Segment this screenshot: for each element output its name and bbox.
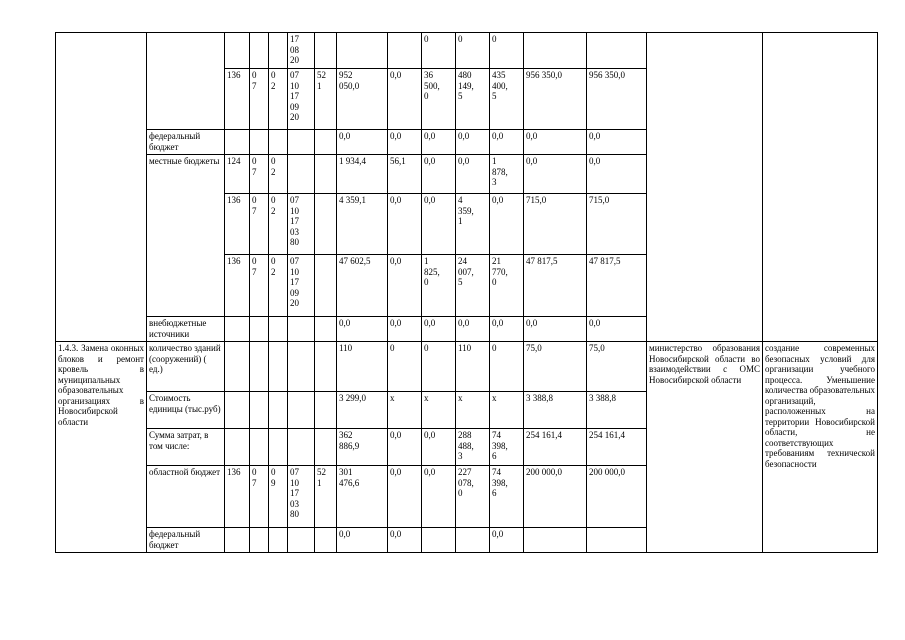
y2020-cell: 0,0	[490, 130, 524, 155]
pr-cell: 0 2	[269, 69, 288, 130]
indicator-cell: федеральный бюджет	[147, 130, 225, 155]
y2020-cell: 0,0	[490, 317, 524, 342]
y2020-cell: х	[490, 392, 524, 429]
y2018-cell: х	[422, 392, 456, 429]
y2017-cell: 0,0	[388, 130, 422, 155]
y2018-cell: 0,0	[422, 429, 456, 466]
y2018-cell	[422, 528, 456, 553]
y2017-cell: 0	[388, 342, 422, 392]
y2017-cell: 0,0	[388, 69, 422, 130]
y2019-cell: 110	[456, 342, 490, 392]
y2022-cell: 0,0	[587, 317, 647, 342]
y2017-cell: х	[388, 392, 422, 429]
indicator-cell: Стоимость единицы (тыс.руб)	[147, 392, 225, 429]
total-cell: 952 050,0	[337, 69, 388, 130]
grbs-cell: 136	[225, 69, 250, 130]
pr-cell: 0 2	[269, 255, 288, 317]
y2018-cell: 0,0	[422, 317, 456, 342]
y2020-cell: 1 878, 3	[490, 155, 524, 194]
rz-cell	[250, 392, 269, 429]
grbs-cell	[225, 130, 250, 155]
total-cell: 1 934,4	[337, 155, 388, 194]
total-cell: 110	[337, 342, 388, 392]
total-cell: 0,0	[337, 130, 388, 155]
indicator-cell: Сумма затрат, в том числе:	[147, 429, 225, 466]
y2022-cell	[587, 528, 647, 553]
y2021-cell	[524, 528, 587, 553]
y2019-cell: 0	[456, 33, 490, 69]
rz-cell: 0 7	[250, 155, 269, 194]
y2022-cell: 715,0	[587, 194, 647, 255]
y2020-cell: 74 398, 6	[490, 466, 524, 528]
vr-cell	[315, 155, 337, 194]
total-cell: 362 886,9	[337, 429, 388, 466]
y2020-cell: 435 400, 5	[490, 69, 524, 130]
y2019-cell: х	[456, 392, 490, 429]
y2021-cell: 0,0	[524, 317, 587, 342]
y2022-cell: 956 350,0	[587, 69, 647, 130]
y2022-cell: 200 000,0	[587, 466, 647, 528]
csr-cell: 07 10 17 03 80	[288, 194, 315, 255]
y2018-cell: 0,0	[422, 194, 456, 255]
vr-cell: 52 1	[315, 69, 337, 130]
indicator-cell: местные бюджеты	[147, 155, 225, 317]
y2018-cell: 1 825, 0	[422, 255, 456, 317]
event-cell	[56, 33, 147, 342]
y2022-cell: 3 388,8	[587, 392, 647, 429]
vr-cell	[315, 342, 337, 392]
result-cell	[763, 33, 878, 342]
csr-cell	[288, 342, 315, 392]
y2022-cell	[587, 33, 647, 69]
vr-cell	[315, 317, 337, 342]
y2021-cell: 254 161,4	[524, 429, 587, 466]
y2021-cell: 0,0	[524, 130, 587, 155]
y2017-cell	[388, 33, 422, 69]
y2017-cell: 0,0	[388, 317, 422, 342]
y2021-cell: 75,0	[524, 342, 587, 392]
grbs-cell	[225, 33, 250, 69]
y2017-cell: 0,0	[388, 466, 422, 528]
rz-cell: 0 7	[250, 69, 269, 130]
y2022-cell: 47 817,5	[587, 255, 647, 317]
csr-cell	[288, 130, 315, 155]
pr-cell	[269, 392, 288, 429]
csr-cell: 07 10 17 09 20	[288, 69, 315, 130]
total-cell: 0,0	[337, 317, 388, 342]
y2020-cell: 0,0	[490, 194, 524, 255]
y2019-cell	[456, 528, 490, 553]
table-row	[56, 342, 878, 392]
indicator-cell: количество зданий (сооружений) ( ед.)	[147, 342, 225, 392]
y2020-cell: 0	[490, 342, 524, 392]
pr-cell	[269, 317, 288, 342]
y2018-cell: 36 500, 0	[422, 69, 456, 130]
y2018-cell: 0	[422, 33, 456, 69]
indicator-cell: внебюджетные источники	[147, 317, 225, 342]
y2020-cell: 21 770, 0	[490, 255, 524, 317]
grbs-cell	[225, 429, 250, 466]
y2019-cell: 227 078, 0	[456, 466, 490, 528]
csr-cell	[288, 429, 315, 466]
result-cell: создание современных безопасных условий для организации учебного процесса. Уменьшение количества образовательных организаций, расположенных на территории Новосибирской области, не соответствующих требованиям технической безопасности	[763, 342, 878, 553]
y2019-cell: 0,0	[456, 317, 490, 342]
csr-cell	[288, 317, 315, 342]
pr-cell	[269, 130, 288, 155]
y2020-cell: 74 398, 6	[490, 429, 524, 466]
executor-cell: министерство образования Новосибирской области во взаимодействии с ОМС Новосибирской области	[647, 342, 763, 553]
y2017-cell: 0,0	[388, 528, 422, 553]
y2019-cell: 0,0	[456, 130, 490, 155]
y2022-cell: 75,0	[587, 342, 647, 392]
vr-cell	[315, 392, 337, 429]
indicator-cell: федеральный бюджет	[147, 528, 225, 553]
table-row	[56, 33, 878, 69]
y2021-cell: 956 350,0	[524, 69, 587, 130]
rz-cell	[250, 33, 269, 69]
grbs-cell: 124	[225, 155, 250, 194]
rz-cell	[250, 130, 269, 155]
grbs-cell: 136	[225, 255, 250, 317]
y2022-cell: 0,0	[587, 155, 647, 194]
vr-cell	[315, 528, 337, 553]
total-cell: 3 299,0	[337, 392, 388, 429]
indicator-cell	[147, 33, 225, 130]
y2018-cell: 0	[422, 342, 456, 392]
grbs-cell	[225, 528, 250, 553]
y2017-cell: 0,0	[388, 255, 422, 317]
vr-cell	[315, 33, 337, 69]
grbs-cell	[225, 392, 250, 429]
csr-cell	[288, 392, 315, 429]
y2018-cell: 0,0	[422, 130, 456, 155]
csr-cell	[288, 528, 315, 553]
total-cell: 47 602,5	[337, 255, 388, 317]
vr-cell	[315, 194, 337, 255]
y2018-cell: 0,0	[422, 155, 456, 194]
y2017-cell: 56,1	[388, 155, 422, 194]
pr-cell: 0 2	[269, 155, 288, 194]
pr-cell	[269, 528, 288, 553]
vr-cell	[315, 130, 337, 155]
indicator-cell: областной бюджет	[147, 466, 225, 528]
total-cell: 4 359,1	[337, 194, 388, 255]
y2020-cell: 0	[490, 33, 524, 69]
rz-cell: 0 7	[250, 194, 269, 255]
grbs-cell: 136	[225, 194, 250, 255]
y2021-cell: 47 817,5	[524, 255, 587, 317]
grbs-cell	[225, 317, 250, 342]
vr-cell	[315, 255, 337, 317]
rz-cell	[250, 528, 269, 553]
total-cell: 0,0	[337, 528, 388, 553]
y2022-cell: 254 161,4	[587, 429, 647, 466]
rz-cell	[250, 342, 269, 392]
y2019-cell: 480 149, 5	[456, 69, 490, 130]
total-cell: 301 476,6	[337, 466, 388, 528]
csr-cell: 07 10 17 09 20	[288, 255, 315, 317]
y2017-cell: 0,0	[388, 429, 422, 466]
rz-cell	[250, 317, 269, 342]
grbs-cell: 136	[225, 466, 250, 528]
y2019-cell: 4 359, 1	[456, 194, 490, 255]
rz-cell	[250, 429, 269, 466]
y2018-cell: 0,0	[422, 466, 456, 528]
y2021-cell: 3 388,8	[524, 392, 587, 429]
y2021-cell	[524, 33, 587, 69]
vr-cell	[315, 429, 337, 466]
grbs-cell	[225, 342, 250, 392]
rz-cell: 0 7	[250, 255, 269, 317]
pr-cell: 0 9	[269, 466, 288, 528]
y2017-cell: 0,0	[388, 194, 422, 255]
pr-cell	[269, 429, 288, 466]
y2022-cell: 0,0	[587, 130, 647, 155]
csr-cell: 07 10 17 03 80	[288, 466, 315, 528]
y2021-cell: 0,0	[524, 155, 587, 194]
total-cell	[337, 33, 388, 69]
y2020-cell: 0,0	[490, 528, 524, 553]
event-cell: 1.4.3. Замена оконных блоков и ремонт кровель в муниципальных образовательных организациях в Новосибирской области	[56, 342, 147, 553]
y2019-cell: 0,0	[456, 155, 490, 194]
vr-cell: 52 1	[315, 466, 337, 528]
y2019-cell: 24 007, 5	[456, 255, 490, 317]
y2019-cell: 288 488, 3	[456, 429, 490, 466]
pr-cell	[269, 342, 288, 392]
pr-cell	[269, 33, 288, 69]
pr-cell: 0 2	[269, 194, 288, 255]
csr-cell	[288, 155, 315, 194]
rz-cell: 0 7	[250, 466, 269, 528]
y2021-cell: 200 000,0	[524, 466, 587, 528]
executor-cell	[647, 33, 763, 342]
csr-cell: 17 08 20	[288, 33, 315, 69]
budget-table	[55, 32, 878, 553]
y2021-cell: 715,0	[524, 194, 587, 255]
